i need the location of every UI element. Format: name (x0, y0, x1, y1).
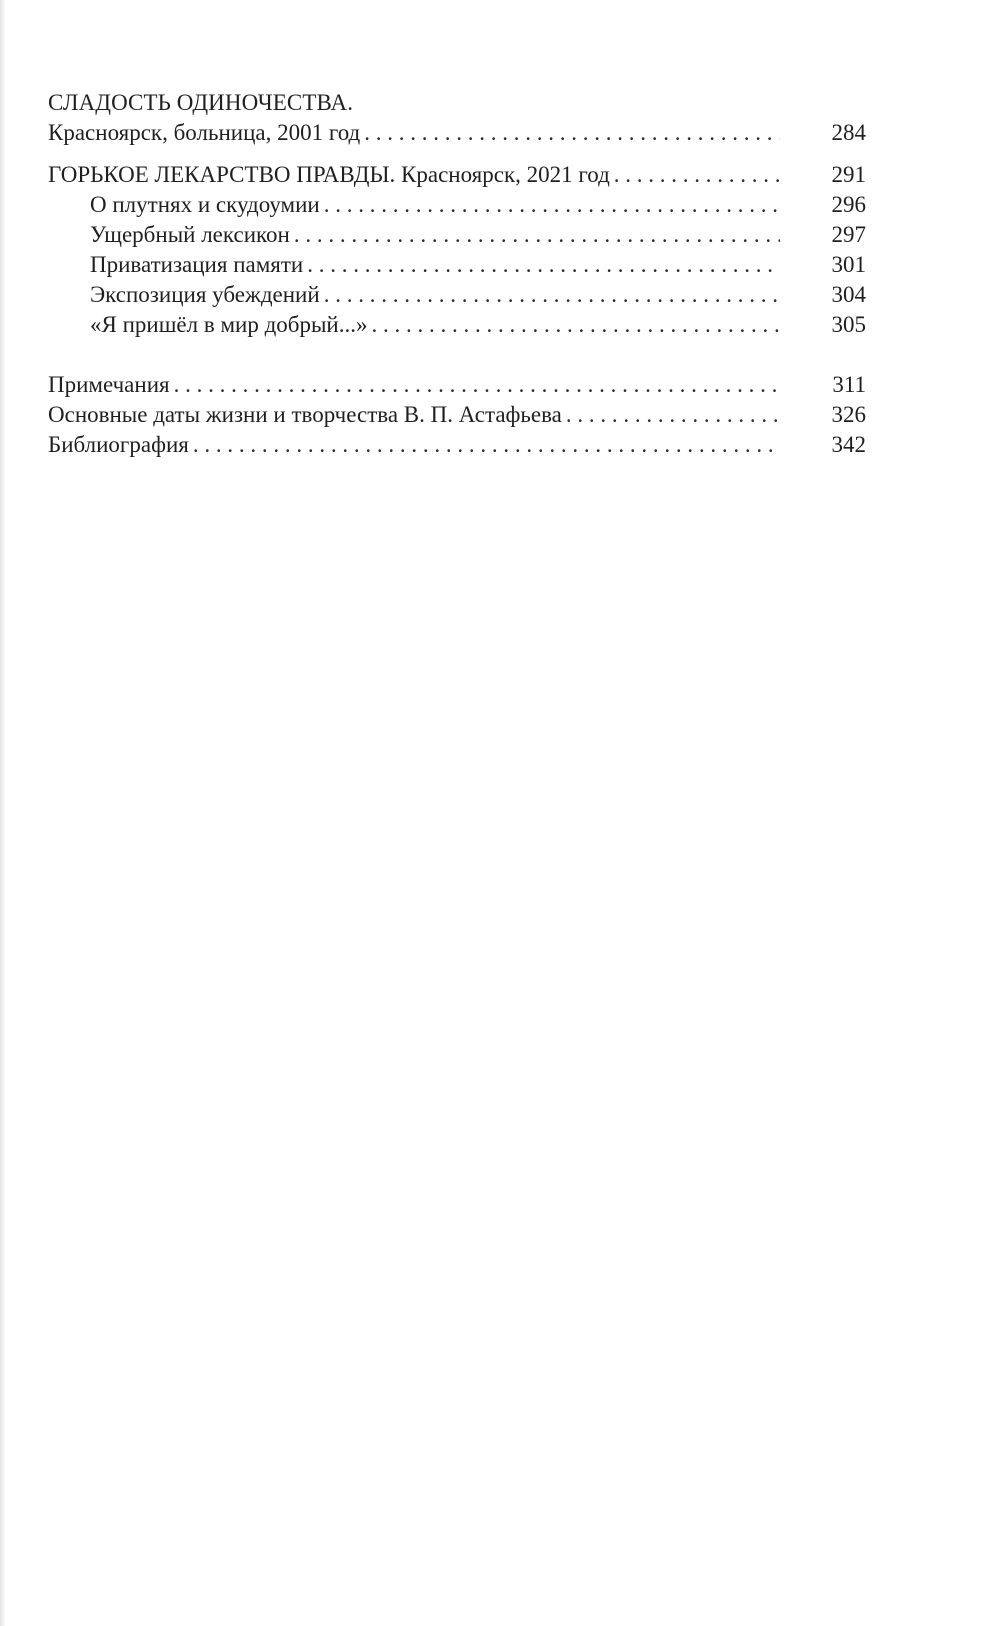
toc-group-lekarstvo (48, 160, 866, 340)
toc-entry[interactable] (48, 160, 866, 190)
toc-entry-label: Экспозиция убеждений (90, 282, 320, 307)
toc-entry-page: 291 (831, 162, 866, 187)
dot-leader (364, 118, 780, 148)
toc-entry-label: Основные даты жизни и творчества В. П. Астафьева (48, 402, 562, 427)
toc-entry-page: 284 (831, 120, 866, 145)
dot-leader (372, 310, 781, 340)
scan-edge-shadow (0, 0, 6, 1626)
toc-entry-page: 304 (831, 282, 866, 307)
toc-entry[interactable] (48, 370, 866, 400)
toc-group-sladost (48, 88, 866, 148)
toc-entry-page: 301 (831, 252, 866, 277)
table-of-contents (48, 88, 866, 460)
toc-heading: СЛАДОСТЬ ОДИНОЧЕСТВА. (48, 90, 354, 115)
toc-subentry[interactable] (48, 250, 866, 280)
toc-subentry[interactable] (48, 220, 866, 250)
dot-leader (294, 220, 780, 250)
toc-entry-label: ГОРЬКОЕ ЛЕКАРСТВО ПРАВДЫ. Красноярск, 2021 год (48, 162, 610, 187)
toc-entry-page: 326 (831, 402, 866, 427)
toc-entry-label: Примечания (48, 372, 170, 397)
dot-leader (324, 190, 780, 220)
toc-entry-page: 305 (831, 312, 866, 337)
toc-entry[interactable] (48, 430, 866, 460)
toc-subentry[interactable] (48, 190, 866, 220)
toc-entry[interactable] (48, 118, 866, 148)
toc-entry-page: 297 (831, 222, 866, 247)
toc-subentry[interactable] (48, 280, 866, 310)
toc-entry[interactable] (48, 400, 866, 430)
toc-entry-page: 311 (832, 372, 866, 397)
dot-leader (324, 280, 780, 310)
toc-entry-page: 296 (831, 192, 866, 217)
toc-entry-label: О плутнях и скудоумии (90, 192, 320, 217)
toc-entry-label: Ущербный лексикон (90, 222, 290, 247)
dot-leader (307, 250, 780, 280)
toc-subentry[interactable] (48, 310, 866, 340)
toc-group-appendix (48, 370, 866, 460)
toc-entry-label: Библиография (48, 432, 189, 457)
dot-leader (566, 400, 780, 430)
toc-entry-label: Приватизация памяти (90, 252, 304, 277)
dot-leader (614, 160, 780, 190)
dot-leader (174, 370, 780, 400)
toc-entry-label: Красноярск, больница, 2001 год (48, 120, 361, 145)
toc-entry-label: «Я пришёл в мир добрый...» (90, 312, 368, 337)
dot-leader (193, 430, 780, 460)
toc-entry-page: 342 (831, 432, 866, 457)
